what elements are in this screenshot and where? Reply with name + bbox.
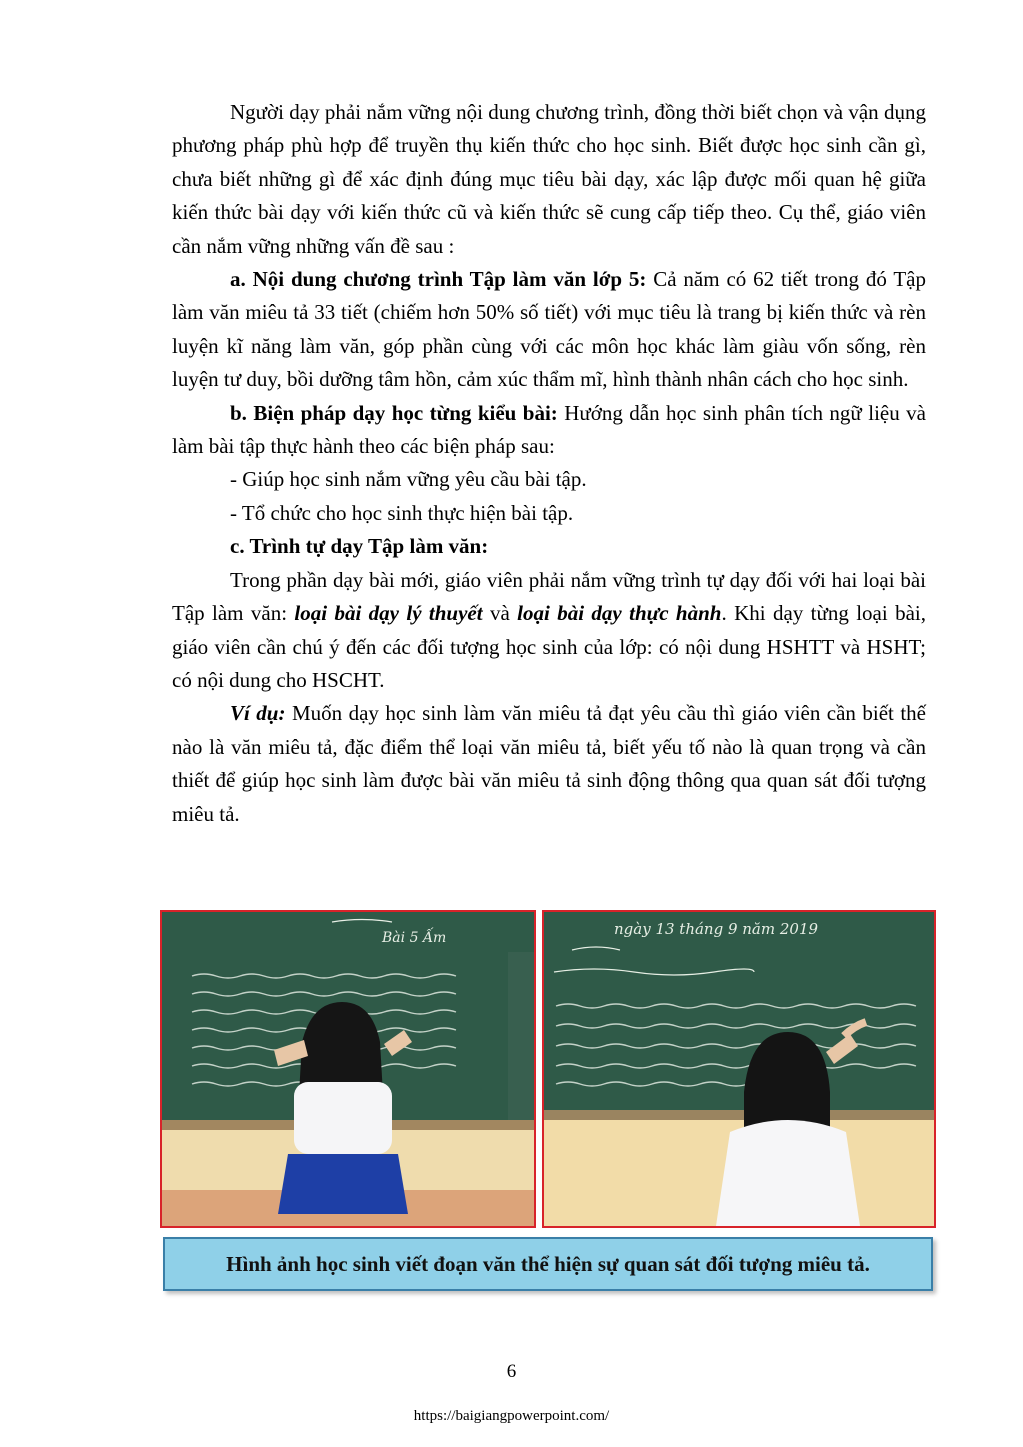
practice-lesson-emphasis: loại bài dạy thực hành <box>517 601 722 626</box>
page-number: 6 <box>506 1361 517 1382</box>
section-c-text <box>172 564 926 698</box>
theory-lesson-emphasis: loại bài dạy lý thuyết <box>294 601 483 626</box>
left-classroom-photo <box>160 910 536 1228</box>
photo-row <box>160 910 936 1230</box>
left-board-heading: Bài 5 Ấm <box>382 930 447 946</box>
section-c-heading-text: c. Trình tự dạy Tập làm văn: <box>230 534 489 559</box>
section-b-text: Hướng dẫn học sinh phân tích ngữ liệu và làm bài tập thực hành theo các biện pháp sau: <box>172 400 926 459</box>
section-a <box>172 263 926 397</box>
section-c-text-part: và <box>482 601 518 626</box>
document-body <box>172 96 926 831</box>
figure-caption: Hình ảnh học sinh viết đoạn văn thể hiện sự quan sát đối tượng miêu tả. <box>163 1237 933 1291</box>
example-text: Muốn dạy học sinh làm văn miêu tả đạt yêu cầu thì giáo viên cần biết thế nào là văn miêu tả, đặc điểm thể loại văn miêu tả, biết yếu tố nào là quan trọng và cần thiết để giúp học sinh làm được bài văn miêu tả sinh động thông qua quan sát đối tượng miêu tả. <box>172 701 926 826</box>
intro-paragraph: Người dạy phải nắm vững nội dung chương trình, đồng thời biết chọn và vận dụng phương pháp phù hợp để truyền thụ kiến thức cho học sinh. Biết được học sinh cần gì, chưa biết những gì để xác định đúng mục tiêu bài dạy, xác lập được mối quan hệ giữa kiến thức bài dạy với kiến thức cũ và kiến thức sẽ cung cấp tiếp theo. Cụ thể, giáo viên cần nắm vững những vấn đề sau : <box>172 100 926 258</box>
right-classroom-photo <box>542 910 936 1228</box>
example-label: Ví dụ: <box>230 701 286 726</box>
section-b <box>172 397 926 464</box>
section-a-text: Cả năm có 62 tiết trong đó Tập làm văn miêu tả 33 tiết (chiếm hơn 50% số tiết) với mục tiêu là trang bị kiến thức và rèn luyện kĩ năng làm văn, góp phần cùng với các môn học khác làm giàu vốn sống, rèn luyện tư duy, bồi dưỡng tâm hồn, cảm xúc thẩm mĩ, hình thành nhân cách cho học sinh. <box>172 267 926 392</box>
right-photo-image <box>544 912 934 1226</box>
example-paragraph <box>172 697 926 831</box>
bullet-item: - Tổ chức cho học sinh thực hiện bài tập. <box>230 500 574 525</box>
left-photo-image <box>162 912 534 1226</box>
section-a-heading: a. Nội dung chương trình Tập làm văn lớp 5: <box>230 267 647 292</box>
section-b-heading: b. Biện pháp dạy học từng kiểu bài: <box>230 400 558 425</box>
section-c-heading <box>172 530 926 563</box>
section-c-text-part: . Khi dạy từng loại bài, giáo viên cần chú ý đến các đối tượng học sinh của lớp: có nội dung HSHTT và HSHT; có nội dung cho HSCHT. <box>172 601 926 692</box>
bullet-item: - Giúp học sinh nắm vững yêu cầu bài tập. <box>230 467 587 492</box>
footer-url[interactable]: https://baigiangpowerpoint.com/ <box>413 1408 610 1424</box>
section-c-text-part: Trong phần dạy bài mới, giáo viên phải nắm vững trình tự dạy đối với hai loại bài Tập làm văn: <box>172 567 926 626</box>
right-board-date: ngày 13 tháng 9 năm 2019 <box>614 920 819 938</box>
